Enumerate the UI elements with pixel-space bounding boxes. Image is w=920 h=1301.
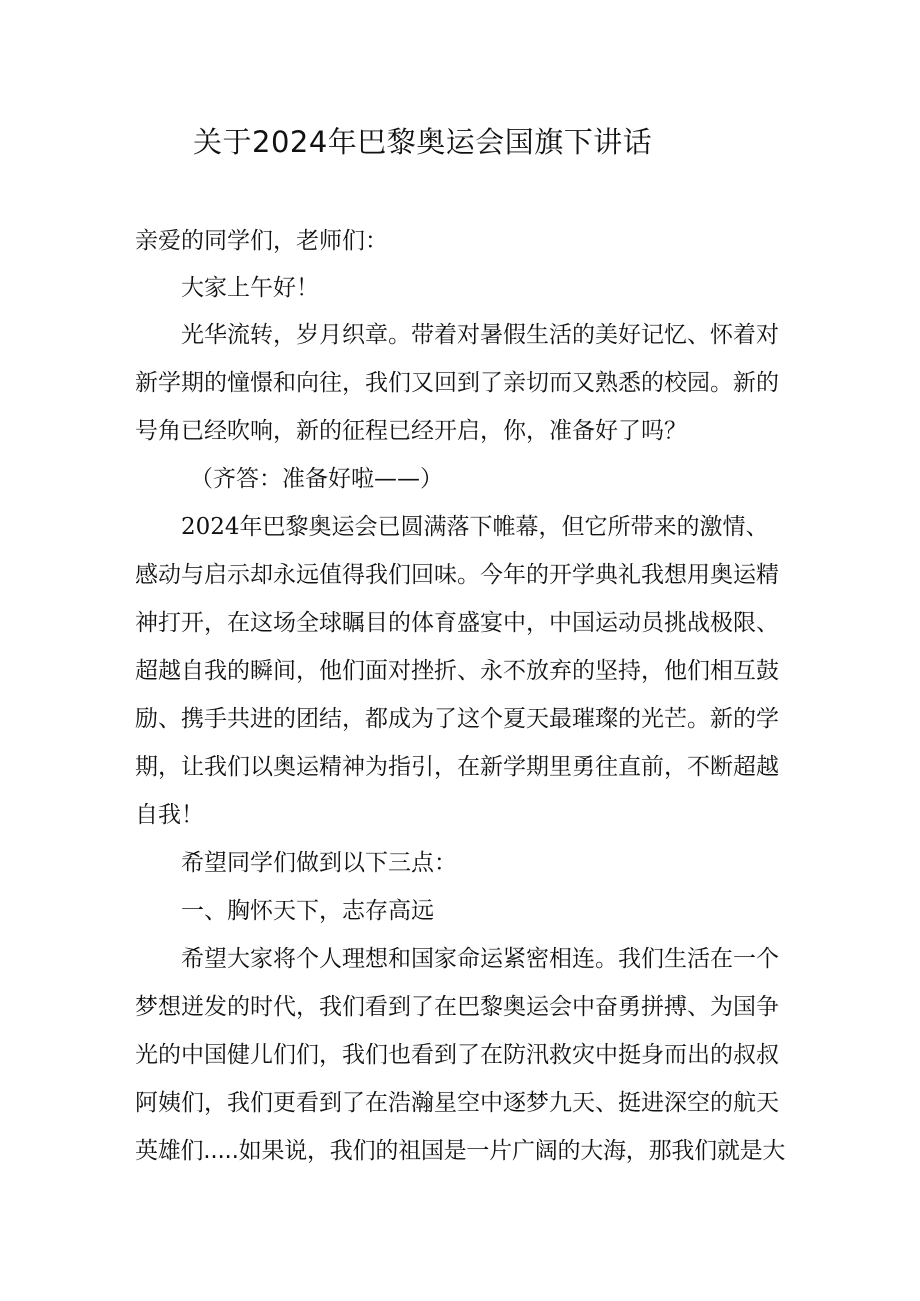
paragraph-line: 新学期的憧憬和向往，我们又回到了亲切而又熟悉的校园。新的: [135, 370, 779, 396]
points-intro-line: 希望同学们做到以下三点：: [181, 850, 457, 876]
paragraph-line: 号角已经吹响，新的征程已经开启，你，准备好了吗？: [135, 418, 687, 444]
paragraph-line: 光的中国健儿们们，我们也看到了在防汛救灾中挺身而出的叔叔: [135, 1042, 779, 1068]
salutation-line: 大家上午好！: [181, 275, 319, 301]
paragraph-line: 励、携手共进的团结，都成为了这个夏天最璀璨的光芒。新的学: [135, 706, 779, 732]
paragraph-line: 超越自我的瞬间，他们面对挫折、永不放弃的坚持，他们相互鼓: [135, 658, 779, 684]
greeting-line: 亲爱的同学们，老师们：: [135, 228, 388, 254]
paragraph-line: 希望大家将个人理想和国家命运紧密相连。我们生活在一个: [181, 946, 779, 972]
paragraph-line: 阿姨们，我们更看到了在浩瀚星空中逐梦九天、挺进深空的航天: [135, 1090, 779, 1116]
paragraph-line: 2024年巴黎奥运会已圆满落下帷幕，但它所带来的激情、: [181, 514, 769, 540]
document-title: 关于2024年巴黎奥运会国旗下讲话: [193, 125, 653, 159]
paragraph-line: 梦想迸发的时代，我们看到了在巴黎奥运会中奋勇拼搏、为国争: [135, 994, 779, 1020]
paragraph-line: 神打开，在这场全球瞩目的体育盛宴中，中国运动员挑战极限、: [135, 610, 779, 636]
paragraph-line: 感动与启示却永远值得我们回味。今年的开学典礼我想用奥运精: [135, 562, 779, 588]
response-line: （齐答：准备好啦——）: [190, 466, 443, 492]
paragraph-line: 期，让我们以奥运精神为指引，在新学期里勇往直前，不断超越: [135, 754, 779, 780]
point-heading: 一、胸怀天下，志存高远: [181, 898, 434, 924]
paragraph-line: 光华流转，岁月织章。带着对暑假生活的美好记忆、怀着对: [181, 322, 779, 348]
paragraph-line: 英雄们.....如果说，我们的祖国是一片广阔的大海，那我们就是大: [135, 1138, 786, 1164]
paragraph-line: 自我！: [135, 802, 204, 828]
